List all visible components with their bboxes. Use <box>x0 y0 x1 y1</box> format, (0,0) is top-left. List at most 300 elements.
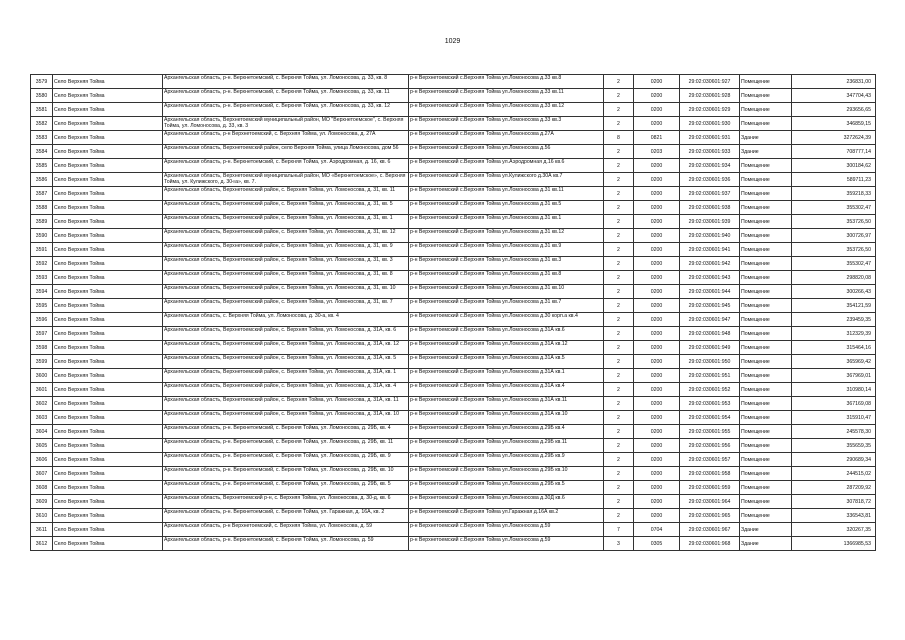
row-number-cell: 3609 <box>31 495 53 509</box>
count-cell: 2 <box>604 411 634 425</box>
row-number-cell: 3607 <box>31 467 53 481</box>
page-number: 1029 <box>444 38 461 45</box>
settlement-cell: Село Верхняя Тойма <box>53 523 163 537</box>
count-cell: 2 <box>604 341 634 355</box>
count-cell: 2 <box>604 397 634 411</box>
address-cell: Архангельская область, Верхнетоемский муниципальный район, МО "Верхнетоемское", с. Верхняя Тойма, ул. Ломоносова, д. 33, кв. 3 <box>163 117 409 131</box>
settlement-cell: Село Верхняя Тойма <box>53 425 163 439</box>
count-cell: 2 <box>604 75 634 89</box>
address-cell: Архангельская область, р-н Верхнетоемский, с. Верхняя Тойма, ул. Ломоносова, д. 59 <box>163 523 409 537</box>
cadastral-value-cell: 310980,14 <box>792 383 876 397</box>
table-row <box>31 341 876 355</box>
object-type-cell: Здание <box>740 145 792 159</box>
location-cell: р-н Верхнетоемский с.Верхняя Тойма ул.Ломоносова д.59 <box>409 537 604 551</box>
table-row <box>31 159 876 173</box>
cadastral-number-cell: 29:02:030601:939 <box>680 215 740 229</box>
settlement-cell: Село Верхняя Тойма <box>53 117 163 131</box>
row-number-cell: 3599 <box>31 355 53 369</box>
cadastral-value-cell: 359218,33 <box>792 187 876 201</box>
location-cell: р-н Верхнетоемский с.Верхняя Тойма ул.Ломоносова д.31А кв.4 <box>409 383 604 397</box>
row-number-cell: 3597 <box>31 327 53 341</box>
location-cell: р-н Верхнетоемский с.Верхняя Тойма ул.Ломоносова д.31 кв.1 <box>409 215 604 229</box>
cadastral-value-cell: 355302,47 <box>792 257 876 271</box>
object-type-cell: Помещение <box>740 89 792 103</box>
object-type-cell: Помещение <box>740 243 792 257</box>
row-number-cell: 3588 <box>31 201 53 215</box>
object-type-cell: Помещение <box>740 453 792 467</box>
location-cell: р-н Верхнетоемский с.Верхняя Тойма ул.Ломоносова д.29Б кв.10 <box>409 467 604 481</box>
row-number-cell: 3612 <box>31 537 53 551</box>
address-cell: Архангельская область, р-н. Верхнетоемский, с. Верхняя Тойма, ул. Ломоносова, д. 59 <box>163 537 409 551</box>
cadastral-number-cell: 29:02:030601:950 <box>680 355 740 369</box>
code-cell: 0200 <box>634 481 680 495</box>
object-type-cell: Здание <box>740 537 792 551</box>
cadastral-value-cell: 365969,42 <box>792 355 876 369</box>
location-cell: р-н Верхнетоемский с.Верхняя Тойма ул.Ломоносова д.30Д кв.6 <box>409 495 604 509</box>
cadastral-value-cell: 367169,08 <box>792 397 876 411</box>
location-cell: р-н Верхнетоемский с.Верхняя Тойма ул.Ломоносова д.31 кв.10 <box>409 285 604 299</box>
address-cell: Архангельская область, Верхнетоемский район, с. Верхняя Тойма, ул. Ломоносова, д. 31А, кв. 4 <box>163 383 409 397</box>
object-type-cell: Помещение <box>740 467 792 481</box>
cadastral-number-cell: 29:02:030601:931 <box>680 131 740 145</box>
settlement-cell: Село Верхняя Тойма <box>53 537 163 551</box>
table-row <box>31 453 876 467</box>
cadastral-number-cell: 29:02:030601:952 <box>680 383 740 397</box>
table-row <box>31 425 876 439</box>
settlement-cell: Село Верхняя Тойма <box>53 313 163 327</box>
cadastral-number-cell: 29:02:030601:955 <box>680 425 740 439</box>
cadastral-value-cell: 300726,97 <box>792 229 876 243</box>
location-cell: р-н Верхнетоемский с.Верхняя Тойма ул.Ломоносова д.31А кв.1 <box>409 369 604 383</box>
row-number-cell: 3584 <box>31 145 53 159</box>
code-cell: 0200 <box>634 453 680 467</box>
settlement-cell: Село Верхняя Тойма <box>53 145 163 159</box>
code-cell: 0200 <box>634 495 680 509</box>
table-row <box>31 117 876 131</box>
row-number-cell: 3586 <box>31 173 53 187</box>
code-cell: 0200 <box>634 355 680 369</box>
object-type-cell: Помещение <box>740 341 792 355</box>
count-cell: 2 <box>604 271 634 285</box>
object-type-cell: Помещение <box>740 425 792 439</box>
table-row <box>31 467 876 481</box>
code-cell: 0200 <box>634 117 680 131</box>
count-cell: 2 <box>604 369 634 383</box>
address-cell: Архангельская область, Верхнетоемский район, с. Верхняя Тойма, ул. Ломоносова, д. 31, кв. 9 <box>163 243 409 257</box>
code-cell: 0200 <box>634 75 680 89</box>
object-type-cell: Помещение <box>740 173 792 187</box>
code-cell: 0200 <box>634 341 680 355</box>
settlement-cell: Село Верхняя Тойма <box>53 271 163 285</box>
address-cell: Архангельская область, Верхнетоемский район, с. Верхняя Тойма, ул. Ломоносова, д. 31А, кв. 12 <box>163 341 409 355</box>
code-cell: 0200 <box>634 411 680 425</box>
table-row <box>31 257 876 271</box>
count-cell: 2 <box>604 89 634 103</box>
location-cell: р-н Верхнетоемский с.Верхняя Тойма ул.Ломоносова д.31А кв.11 <box>409 397 604 411</box>
object-type-cell: Помещение <box>740 327 792 341</box>
address-cell: Архангельская область, р-н. Верхнетоемский, с. Верхняя Тойма, ул. Ломоносова, д. 33, кв. 8 <box>163 75 409 89</box>
settlement-cell: Село Верхняя Тойма <box>53 481 163 495</box>
cadastral-value-cell: 293656,65 <box>792 103 876 117</box>
cadastral-value-cell: 245578,30 <box>792 425 876 439</box>
count-cell: 8 <box>604 131 634 145</box>
address-cell: Архангельская область, Верхнетоемский район, с. Верхняя Тойма, ул. Ломоносова, д. 31А, кв. 6 <box>163 327 409 341</box>
table-row <box>31 229 876 243</box>
object-type-cell: Помещение <box>740 285 792 299</box>
address-cell: Архангельская область, р-н. Верхнетоемский, с. Верхняя Тойма, ул. Гаражная, д. 16А, кв. 2 <box>163 509 409 523</box>
address-cell: Архангельская область, Верхнетоемский район, село Верхняя Тойма, улица Ломоносова, дом 56 <box>163 145 409 159</box>
address-cell: Архангельская область, Верхнетоемский район, с. Верхняя Тойма, ул. Ломоносова, д. 31, кв. 10 <box>163 285 409 299</box>
table-row <box>31 145 876 159</box>
cadastral-value-cell: 312329,39 <box>792 327 876 341</box>
object-type-cell: Помещение <box>740 509 792 523</box>
cadastral-number-cell: 29:02:030601:942 <box>680 257 740 271</box>
row-number-cell: 3610 <box>31 509 53 523</box>
count-cell: 2 <box>604 481 634 495</box>
row-number-cell: 3598 <box>31 341 53 355</box>
code-cell: 0200 <box>634 257 680 271</box>
address-cell: Архангельская область, р-н. Верхнетоемский, с. Верхняя Тойма, ул. Ломоносова, д. 33, кв. 11 <box>163 89 409 103</box>
code-cell: 0200 <box>634 173 680 187</box>
cadastral-number-cell: 29:02:030601:936 <box>680 173 740 187</box>
code-cell: 0200 <box>634 201 680 215</box>
cadastral-number-cell: 29:02:030601:948 <box>680 327 740 341</box>
address-cell: Архангельская область, Верхнетоемский район, с. Верхняя Тойма, ул. Ломоносова, д. 31А, кв. 11 <box>163 397 409 411</box>
row-number-cell: 3590 <box>31 229 53 243</box>
count-cell: 2 <box>604 509 634 523</box>
location-cell: р-н Верхнетоемский с.Верхняя Тойма ул.Ломоносова д.27А <box>409 131 604 145</box>
code-cell: 0200 <box>634 467 680 481</box>
object-type-cell: Помещение <box>740 355 792 369</box>
cadastral-value-cell: 320267,35 <box>792 523 876 537</box>
settlement-cell: Село Верхняя Тойма <box>53 411 163 425</box>
cadastral-value-cell: 236831,00 <box>792 75 876 89</box>
object-type-cell: Помещение <box>740 383 792 397</box>
address-cell: Архангельская область, р-н. Верхнетоемский, с. Верхняя Тойма, ул. Ломоносова, д. 29Б, кв. 11 <box>163 439 409 453</box>
table-row <box>31 355 876 369</box>
cadastral-number-cell: 29:02:030601:938 <box>680 201 740 215</box>
table-row <box>31 439 876 453</box>
cadastral-value-cell: 336543,81 <box>792 509 876 523</box>
address-cell: Архангельская область, Верхнетоемский район, с. Верхняя Тойма, ул. Ломоносова, д. 31, кв. 5 <box>163 201 409 215</box>
registry-table <box>30 74 876 551</box>
cadastral-number-cell: 29:02:030601:943 <box>680 271 740 285</box>
cadastral-value-cell: 355659,35 <box>792 439 876 453</box>
table-row <box>31 327 876 341</box>
row-number-cell: 3600 <box>31 369 53 383</box>
count-cell: 2 <box>604 439 634 453</box>
location-cell: р-н Верхнетоемский с.Верхняя Тойма ул.Ломоносова д.31А кв.10 <box>409 411 604 425</box>
settlement-cell: Село Верхняя Тойма <box>53 439 163 453</box>
count-cell: 2 <box>604 243 634 257</box>
code-cell: 0200 <box>634 243 680 257</box>
count-cell: 2 <box>604 103 634 117</box>
count-cell: 2 <box>604 327 634 341</box>
object-type-cell: Помещение <box>740 369 792 383</box>
table-row <box>31 271 876 285</box>
location-cell: р-н Верхнетоемский с.Верхняя Тойма ул.Ломоносова д.33 кв.8 <box>409 75 604 89</box>
location-cell: р-н Верхнетоемский с.Верхняя Тойма ул.Гаражная д.16А кв.2 <box>409 509 604 523</box>
cadastral-value-cell: 239459,35 <box>792 313 876 327</box>
cadastral-value-cell: 353726,50 <box>792 215 876 229</box>
count-cell: 2 <box>604 453 634 467</box>
table-row <box>31 523 876 537</box>
object-type-cell: Помещение <box>740 495 792 509</box>
cadastral-number-cell: 29:02:030601:945 <box>680 299 740 313</box>
count-cell: 2 <box>604 117 634 131</box>
object-type-cell: Помещение <box>740 411 792 425</box>
object-type-cell: Помещение <box>740 313 792 327</box>
code-cell: 0821 <box>634 131 680 145</box>
row-number-cell: 3608 <box>31 481 53 495</box>
settlement-cell: Село Верхняя Тойма <box>53 453 163 467</box>
table-row <box>31 131 876 145</box>
count-cell: 2 <box>604 229 634 243</box>
address-cell: Архангельская область, Верхнетоемский район, с. Верхняя Тойма, ул. Ломоносова, д. 31А, кв. 1 <box>163 369 409 383</box>
location-cell: р-н Верхнетоемский с.Верхняя Тойма ул.Ломоносова д.31 кв.9 <box>409 243 604 257</box>
row-number-cell: 3596 <box>31 313 53 327</box>
address-cell: Архангельская область, Верхнетоемский район, с. Верхняя Тойма, ул. Ломоносова, д. 31, кв. 12 <box>163 229 409 243</box>
location-cell: р-н Верхнетоемский с.Верхняя Тойма ул.Аэродромная д.16 кв.6 <box>409 159 604 173</box>
location-cell: р-н Верхнетоемский с.Верхняя Тойма ул.Ломоносова д.31А кв.12 <box>409 341 604 355</box>
address-cell: Архангельская область, Верхнетоемский р-н, с. Верхняя Тойма, ул. Ломоносова, д. 30-д, кв. 6 <box>163 495 409 509</box>
cadastral-number-cell: 29:02:030601:928 <box>680 89 740 103</box>
table-row <box>31 509 876 523</box>
code-cell: 0200 <box>634 383 680 397</box>
address-cell: Архангельская область, Верхнетоемский район, с. Верхняя Тойма, ул. Ломоносова, д. 31, кв. 11 <box>163 187 409 201</box>
object-type-cell: Помещение <box>740 201 792 215</box>
object-type-cell: Здание <box>740 131 792 145</box>
table-row <box>31 215 876 229</box>
location-cell: р-н Верхнетоемский с.Верхняя Тойма ул.Ломоносова д.33 кв.11 <box>409 89 604 103</box>
settlement-cell: Село Верхняя Тойма <box>53 341 163 355</box>
row-number-cell: 3582 <box>31 117 53 131</box>
table-row <box>31 313 876 327</box>
cadastral-number-cell: 29:02:030601:937 <box>680 187 740 201</box>
table-row <box>31 369 876 383</box>
row-number-cell: 3604 <box>31 425 53 439</box>
cadastral-number-cell: 29:02:030601:929 <box>680 103 740 117</box>
location-cell: р-н Верхнетоемский с.Верхняя Тойма ул.Ломоносова д.29Б кв.4 <box>409 425 604 439</box>
address-cell: Архангельская область, р-н. Верхнетоемский, с. Верхняя Тойма, ул. Аэродромная, д. 16, кв. 6 <box>163 159 409 173</box>
settlement-cell: Село Верхняя Тойма <box>53 383 163 397</box>
cadastral-number-cell: 29:02:030601:958 <box>680 467 740 481</box>
code-cell: 0200 <box>634 327 680 341</box>
cadastral-number-cell: 29:02:030601:954 <box>680 411 740 425</box>
object-type-cell: Помещение <box>740 439 792 453</box>
cadastral-number-cell: 29:02:030601:965 <box>680 509 740 523</box>
settlement-cell: Село Верхняя Тойма <box>53 495 163 509</box>
code-cell: 0200 <box>634 215 680 229</box>
row-number-cell: 3593 <box>31 271 53 285</box>
table-row <box>31 89 876 103</box>
location-cell: р-н Верхнетоемский с.Верхняя Тойма ул.Кулижского д.30А кв.7 <box>409 173 604 187</box>
object-type-cell: Помещение <box>740 187 792 201</box>
address-cell: Архангельская область, Верхнетоемский район, с. Верхняя Тойма, ул. Ломоносова, д. 31, кв. 8 <box>163 271 409 285</box>
settlement-cell: Село Верхняя Тойма <box>53 299 163 313</box>
table-row <box>31 537 876 551</box>
address-cell: Архангельская область, р-н. Верхнетоемский, с. Верхняя Тойма, ул. Ломоносова, д. 29Б, кв. 9 <box>163 453 409 467</box>
address-cell: Архангельская область, Верхнетоемский район, с. Верхняя Тойма, ул. Ломоносова, д. 31А, кв. 5 <box>163 355 409 369</box>
location-cell: р-н Верхнетоемский с.Верхняя Тойма ул.Ломоносова д.31 кв.5 <box>409 201 604 215</box>
row-number-cell: 3603 <box>31 411 53 425</box>
cadastral-number-cell: 29:02:030601:940 <box>680 229 740 243</box>
location-cell: р-н Верхнетоемский с.Верхняя Тойма ул.Ломоносова д.31 кв.8 <box>409 271 604 285</box>
code-cell: 0200 <box>634 187 680 201</box>
table-row <box>31 201 876 215</box>
table-row <box>31 495 876 509</box>
row-number-cell: 3589 <box>31 215 53 229</box>
cadastral-value-cell: 708777,14 <box>792 145 876 159</box>
table-row <box>31 285 876 299</box>
location-cell: р-н Верхнетоемский с.Верхняя Тойма ул.Ломоносова д.31А кв.6 <box>409 327 604 341</box>
location-cell: р-н Верхнетоемский с.Верхняя Тойма ул.Ломоносова д.31 кв.7 <box>409 299 604 313</box>
settlement-cell: Село Верхняя Тойма <box>53 509 163 523</box>
code-cell: 0200 <box>634 271 680 285</box>
row-number-cell: 3581 <box>31 103 53 117</box>
location-cell: р-н Верхнетоемский с.Верхняя Тойма ул.Ломоносова д.31 кв.12 <box>409 229 604 243</box>
address-cell: Архангельская область, Верхнетоемский район, с. Верхняя Тойма, ул. Ломоносова, д. 31, кв. 7 <box>163 299 409 313</box>
table-row <box>31 187 876 201</box>
cadastral-value-cell: 307818,72 <box>792 495 876 509</box>
code-cell: 0203 <box>634 145 680 159</box>
count-cell: 2 <box>604 313 634 327</box>
object-type-cell: Помещение <box>740 103 792 117</box>
settlement-cell: Село Верхняя Тойма <box>53 187 163 201</box>
cadastral-number-cell: 29:02:030601:949 <box>680 341 740 355</box>
address-cell: Архангельская область, р-н. Верхнетоемский, с. Верхняя Тойма, ул. Ломоносова, д. 29Б, кв. 4 <box>163 425 409 439</box>
code-cell: 0200 <box>634 369 680 383</box>
settlement-cell: Село Верхняя Тойма <box>53 229 163 243</box>
location-cell: р-н Верхнетоемский с.Верхняя Тойма ул.Ломоносова д.31А кв.5 <box>409 355 604 369</box>
cadastral-value-cell: 367969,01 <box>792 369 876 383</box>
object-type-cell: Помещение <box>740 299 792 313</box>
cadastral-number-cell: 29:02:030601:953 <box>680 397 740 411</box>
settlement-cell: Село Верхняя Тойма <box>53 159 163 173</box>
count-cell: 2 <box>604 201 634 215</box>
count-cell: 3 <box>604 537 634 551</box>
row-number-cell: 3587 <box>31 187 53 201</box>
code-cell: 0200 <box>634 425 680 439</box>
code-cell: 0200 <box>634 313 680 327</box>
cadastral-value-cell: 589711,23 <box>792 173 876 187</box>
cadastral-value-cell: 3272624,39 <box>792 131 876 145</box>
cadastral-number-cell: 29:02:030601:951 <box>680 369 740 383</box>
table-row <box>31 75 876 89</box>
count-cell: 2 <box>604 495 634 509</box>
cadastral-number-cell: 29:02:030601:947 <box>680 313 740 327</box>
cadastral-number-cell: 29:02:030601:957 <box>680 453 740 467</box>
cadastral-value-cell: 354121,59 <box>792 299 876 313</box>
object-type-cell: Помещение <box>740 159 792 173</box>
cadastral-value-cell: 287209,92 <box>792 481 876 495</box>
code-cell: 0200 <box>634 229 680 243</box>
settlement-cell: Село Верхняя Тойма <box>53 103 163 117</box>
cadastral-value-cell: 315910,47 <box>792 411 876 425</box>
object-type-cell: Помещение <box>740 397 792 411</box>
location-cell: р-н Верхнетоемский с.Верхняя Тойма ул.Ломоносова д.30 корп.а кв.4 <box>409 313 604 327</box>
cadastral-value-cell: 244515,02 <box>792 467 876 481</box>
settlement-cell: Село Верхняя Тойма <box>53 397 163 411</box>
row-number-cell: 3592 <box>31 257 53 271</box>
code-cell: 0200 <box>634 285 680 299</box>
cadastral-number-cell: 29:02:030601:956 <box>680 439 740 453</box>
address-cell: Архангельская область, Верхнетоемский район, с. Верхняя Тойма, ул. Ломоносова, д. 31, кв. 1 <box>163 215 409 229</box>
cadastral-number-cell: 29:02:030601:968 <box>680 537 740 551</box>
count-cell: 2 <box>604 285 634 299</box>
code-cell: 0200 <box>634 159 680 173</box>
table-row <box>31 397 876 411</box>
cadastral-number-cell: 29:02:030601:941 <box>680 243 740 257</box>
object-type-cell: Помещение <box>740 117 792 131</box>
count-cell: 2 <box>604 215 634 229</box>
cadastral-value-cell: 347704,43 <box>792 89 876 103</box>
cadastral-number-cell: 29:02:030601:959 <box>680 481 740 495</box>
settlement-cell: Село Верхняя Тойма <box>53 327 163 341</box>
object-type-cell: Помещение <box>740 215 792 229</box>
location-cell: р-н Верхнетоемский с.Верхняя Тойма ул.Ломоносова д.33 кв.3 <box>409 117 604 131</box>
cadastral-number-cell: 29:02:030601:933 <box>680 145 740 159</box>
settlement-cell: Село Верхняя Тойма <box>53 89 163 103</box>
object-type-cell: Помещение <box>740 229 792 243</box>
row-number-cell: 3611 <box>31 523 53 537</box>
count-cell: 2 <box>604 159 634 173</box>
location-cell: р-н Верхнетоемский с.Верхняя Тойма ул.Ломоносова д.29Б кв.11 <box>409 439 604 453</box>
address-cell: Архангельская область, с. Верхняя Тойма, ул. Ломоносова, д. 30-а, кв. 4 <box>163 313 409 327</box>
object-type-cell: Помещение <box>740 481 792 495</box>
object-type-cell: Здание <box>740 523 792 537</box>
table-row <box>31 481 876 495</box>
address-cell: Архангельская область, Верхнетоемский район, с. Верхняя Тойма, ул. Ломоносова, д. 31, кв. 3 <box>163 257 409 271</box>
address-cell: Архангельская область, р-н. Верхнетоемский, с. Верхняя Тойма, ул. Ломоносова, д. 29Б, кв. 5 <box>163 481 409 495</box>
cadastral-value-cell: 355302,47 <box>792 201 876 215</box>
code-cell: 0200 <box>634 439 680 453</box>
location-cell: р-н Верхнетоемский с.Верхняя Тойма ул.Ломоносова д.31 кв.3 <box>409 257 604 271</box>
address-cell: Архангельская область, р-н. Верхнетоемский, с. Верхняя Тойма, ул. Ломоносова, д. 29Б, кв. 10 <box>163 467 409 481</box>
code-cell: 0200 <box>634 103 680 117</box>
cadastral-value-cell: 346859,15 <box>792 117 876 131</box>
count-cell: 7 <box>604 523 634 537</box>
cadastral-value-cell: 300184,62 <box>792 159 876 173</box>
cadastral-value-cell: 300266,43 <box>792 285 876 299</box>
code-cell: 0305 <box>634 537 680 551</box>
row-number-cell: 3580 <box>31 89 53 103</box>
count-cell: 2 <box>604 425 634 439</box>
table-row <box>31 383 876 397</box>
row-number-cell: 3579 <box>31 75 53 89</box>
cadastral-number-cell: 29:02:030601:934 <box>680 159 740 173</box>
count-cell: 2 <box>604 257 634 271</box>
object-type-cell: Помещение <box>740 75 792 89</box>
cadastral-number-cell: 29:02:030601:927 <box>680 75 740 89</box>
settlement-cell: Село Верхняя Тойма <box>53 285 163 299</box>
location-cell: р-н Верхнетоемский с.Верхняя Тойма ул.Ломоносова д.29Б кв.5 <box>409 481 604 495</box>
settlement-cell: Село Верхняя Тойма <box>53 75 163 89</box>
address-cell: Архангельская область, р-н Верхнетоемский, с. Верхняя Тойма, ул. Ломоносова, д. 27А <box>163 131 409 145</box>
row-number-cell: 3594 <box>31 285 53 299</box>
cadastral-value-cell: 298820,08 <box>792 271 876 285</box>
settlement-cell: Село Верхняя Тойма <box>53 243 163 257</box>
table-row <box>31 103 876 117</box>
count-cell: 2 <box>604 355 634 369</box>
count-cell: 2 <box>604 173 634 187</box>
settlement-cell: Село Верхняя Тойма <box>53 369 163 383</box>
row-number-cell: 3605 <box>31 439 53 453</box>
table-row <box>31 411 876 425</box>
location-cell: р-н Верхнетоемский с.Верхняя Тойма ул.Ломоносова д.33 кв.12 <box>409 103 604 117</box>
location-cell: р-н Верхнетоемский с.Верхняя Тойма ул.Ломоносова д.59 <box>409 523 604 537</box>
settlement-cell: Село Верхняя Тойма <box>53 257 163 271</box>
